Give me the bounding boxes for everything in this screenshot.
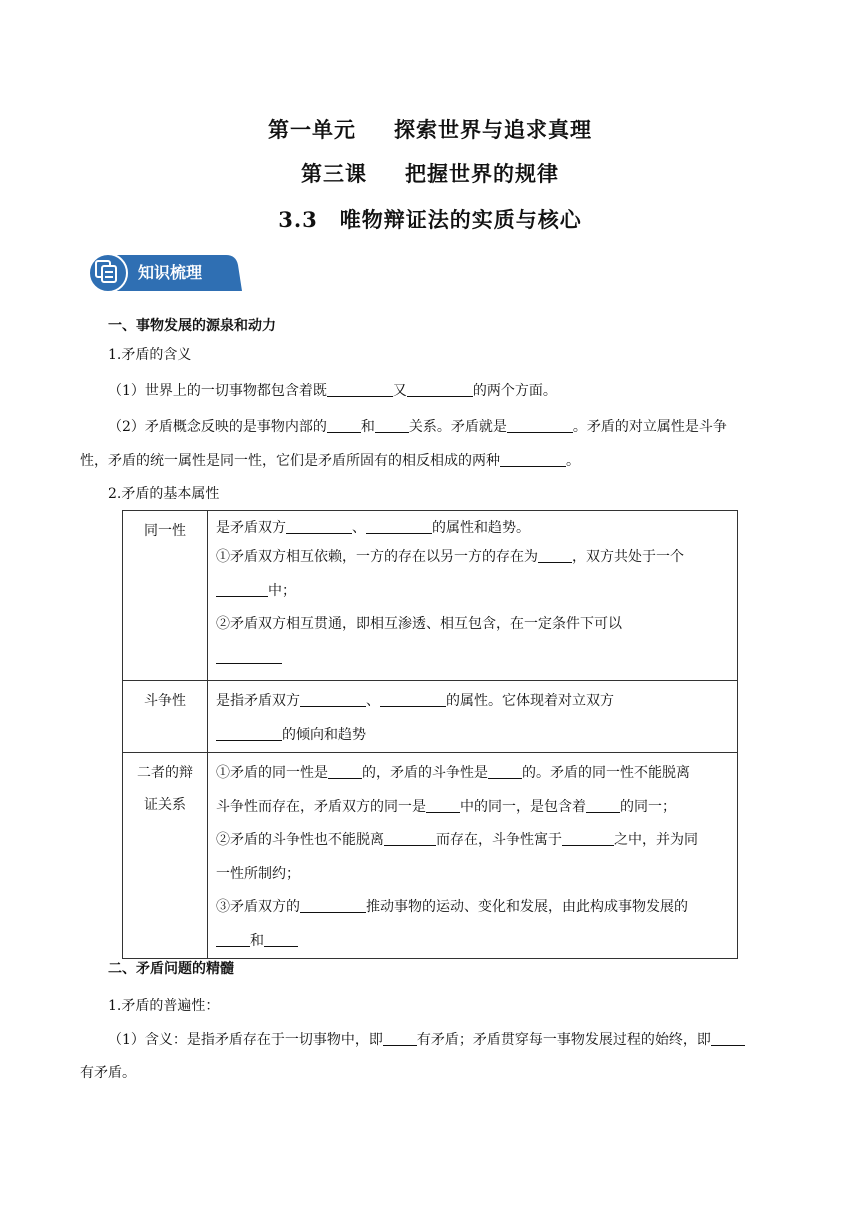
lesson-title [0, 158, 860, 188]
table-row [123, 753, 738, 959]
row-content: ①矛盾的同一性是 的，矛盾的斗争性是 的。矛盾的同一性不能脱离 斗争性而存在，矛盾双方的同一是 中的同一，是包含着 的同一； ②矛盾的斗争性也不能脱离 而存在，斗争性寓于 之中，并为同 一性所制约； ③矛盾双方的 推动事物的运动、变化和发展，由此构成事物发展的 和 [208, 753, 738, 959]
lesson-number: 第三课 [301, 161, 367, 186]
lesson-name: 把握世界的规律 [405, 161, 559, 186]
heading-2: 二、矛盾问题的精髓 [108, 961, 234, 977]
unit-title [0, 114, 860, 144]
blank [711, 1031, 745, 1046]
paragraph-3: （1）含义：是指矛盾存在于一切事物中，即 有矛盾；矛盾贯穿每一事物发展过程的始终，即 [108, 1030, 745, 1050]
unit-name: 探索世界与追求真理 [394, 117, 592, 142]
row-label: 二者的辩 证关系 [123, 753, 208, 959]
paragraph-1: （1）世界上的一切事物都包含着既 又 的两个方面。 [108, 383, 557, 399]
blank [407, 382, 473, 397]
blank [327, 418, 361, 433]
row-content: 是指矛盾双方 、 的属性。它体现着对立双方 的倾向和趋势 [208, 681, 738, 753]
contradiction-attributes-table [122, 510, 738, 959]
blank [507, 418, 573, 433]
heading-1: 一、事物发展的源泉和动力 [108, 318, 276, 334]
table-row [123, 681, 738, 753]
row-label: 同一性 [123, 511, 208, 681]
knowledge-summary-badge [86, 251, 242, 295]
paragraph-2-cont: 性，矛盾的统一属性是同一性，它们是矛盾所固有的相反相成的两种 。 [80, 453, 580, 469]
paragraph-3-cont: 有矛盾。 [80, 1065, 136, 1081]
row-label: 斗争性 [123, 681, 208, 753]
badge-label: 知识梳理 [138, 263, 203, 282]
blank [383, 1031, 417, 1046]
subheading-1-1: 1.矛盾的含义 [108, 347, 192, 363]
unit-number: 第一单元 [268, 117, 356, 142]
paragraph-2: （2）矛盾概念反映的是事物内部的 和 关系。矛盾就是 。矛盾的对立属性是斗争 [108, 419, 727, 435]
blank [327, 382, 393, 397]
blank [500, 452, 566, 467]
table-row [123, 511, 738, 681]
blank [375, 418, 409, 433]
row-content: 是矛盾双方 、 的属性和趋势。 ①矛盾双方相互依赖，一方的存在以另一方的存在为 ，双方共处于一个 中； ②矛盾双方相互贯通，即相互渗透、相互包含，在一定条件下可以 [208, 511, 738, 681]
section-title: 3.3 唯物辩证法的实质与核心 [278, 207, 582, 232]
subheading-1-2: 2.矛盾的基本属性 [108, 486, 220, 502]
subheading-2-1: 1.矛盾的普遍性： [108, 998, 220, 1014]
